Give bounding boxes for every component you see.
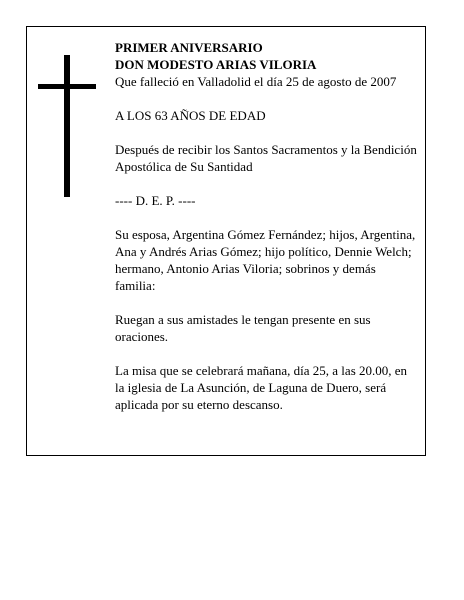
age-line: A LOS 63 AÑOS DE EDAD xyxy=(115,108,266,123)
mass-text: La misa que se celebrará mañana, día 25, a las 20.00, en la iglesia de La Asunción, de Laguna de Duero, será aplicada por su eterno descanso. xyxy=(115,363,408,412)
heading-name: DON MODESTO ARIAS VILORIA xyxy=(115,57,317,72)
sacraments-text: Después de recibir los Santos Sacramentos y la Bendición Apostólica de Su Santidad xyxy=(115,142,417,174)
request-text: Ruegan a sus amistades le tengan presente en sus oraciones. xyxy=(115,312,371,344)
notice-text xyxy=(115,39,417,413)
death-info: Que falleció en Valladolid el día 25 de agosto de 2007 xyxy=(115,74,397,89)
obituary-notice xyxy=(26,26,426,456)
cross-vertical-bar xyxy=(64,55,70,197)
heading-anniversary: PRIMER ANIVERSARIO xyxy=(115,40,263,55)
family-text: Su esposa, Argentina Gómez Fernández; hijos, Argentina, Ana y Andrés Arias Gómez; hijo político, Dennie Welch; hermano, Antonio Arias Viloria; sobrinos y demás familia: xyxy=(115,227,416,293)
rip-line: ---- D. E. P. ---- xyxy=(115,193,196,208)
cross-horizontal-bar xyxy=(38,84,96,89)
